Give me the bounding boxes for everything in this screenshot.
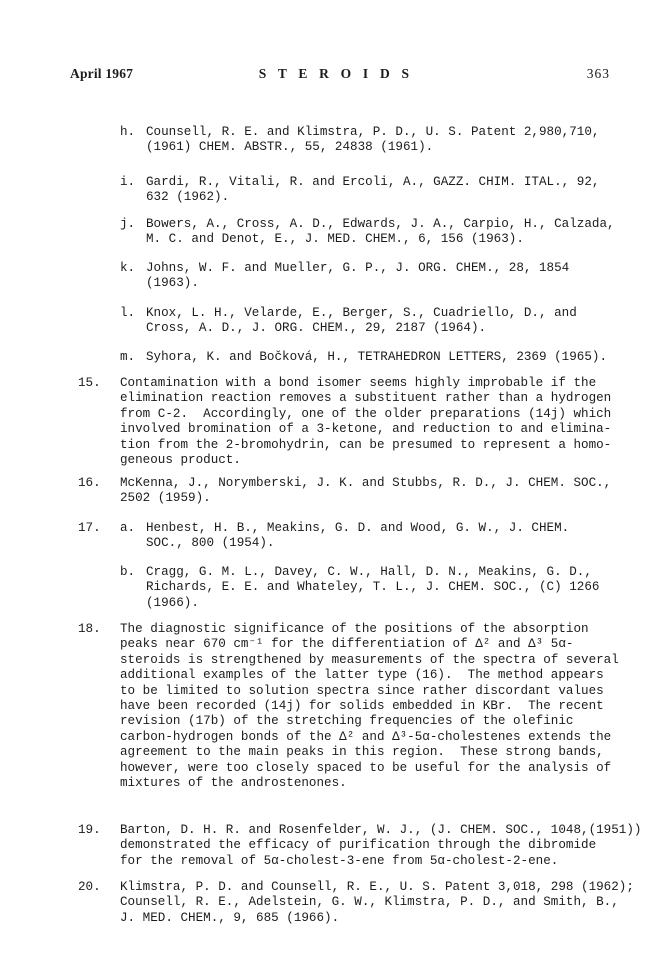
reference-text-line: additional examples of the latter type (16). The method appears — [120, 668, 604, 683]
reference-text-line: (1961) CHEM. ABSTR., 55, 24838 (1961). — [146, 140, 434, 155]
reference-text-line: (1966). — [146, 595, 199, 610]
reference-text-line: geneous product. — [120, 453, 241, 467]
reference-label: b. — [120, 565, 136, 579]
reference-label: 19. — [78, 823, 101, 837]
reference-text-line: to be limited to solution spectra since rather discordant values — [120, 683, 604, 698]
reference-text-line: Bowers, A., Cross, A. D., Edwards, J. A., Carpio, H., Calzada, — [146, 217, 615, 231]
reference-text-line: Contamination with a bond isomer seems highly improbable if the — [120, 376, 597, 390]
reference-text-line: however, were too closely spaced to be useful for the analysis of — [120, 760, 612, 775]
reference-text-line: J. MED. CHEM., 9, 685 (1966). — [120, 910, 340, 925]
header-page-number: 363 — [586, 66, 610, 81]
reference-text-line: Cross, A. D., J. ORG. CHEM., 29, 2187 (1964). — [146, 321, 487, 336]
reference-text-line: Counsell, R. E., Adelstein, G. W., Klimstra, P. D., and Smith, B., — [120, 895, 619, 910]
reference-text-line: Johns, W. F. and Mueller, G. P., J. ORG. CHEM., 28, 1854 — [146, 261, 570, 275]
reference-label: i. — [120, 175, 136, 189]
reference-text-line: SOC., 800 (1954). — [146, 536, 275, 551]
reference-label: 20. — [78, 880, 101, 894]
reference-text-line: The diagnostic significance of the positions of the absorption — [120, 622, 589, 636]
reference-label: 18. — [78, 622, 101, 636]
reference-text-line: 2502 (1959). — [120, 491, 211, 506]
reference-label: l. — [120, 306, 136, 320]
reference-text-line: carbon-hydrogen bonds of the Δ² and Δ³-5α-cholestenes extends the — [120, 729, 612, 744]
reference-text-line: steroids is strengthened by measurements of the spectra of several — [120, 652, 619, 667]
reference-text-line: Counsell, R. E. and Klimstra, P. D., U. S. Patent 2,980,710, — [146, 125, 600, 139]
reference-label: h. — [120, 125, 136, 139]
reference-text-line: revision (17b) of the stretching frequencies of the olefinic — [120, 714, 574, 729]
reference-text-line: Knox, L. H., Velarde, E., Berger, S., Cuadriello, D., and — [146, 306, 577, 320]
reference-text-line: agreement to the main peaks in this region. These strong bands, — [120, 745, 604, 760]
reference-text-line: McKenna, J., Norymberski, J. K. and Stubbs, R. D., J. CHEM. SOC., — [120, 476, 612, 490]
reference-text-line: 632 (1962). — [146, 190, 230, 205]
reference-text-line: peaks near 670 cm⁻¹ for the differentiation of Δ² and Δ³ 5α- — [120, 637, 574, 652]
header-journal-title: S T E R O I D S — [258, 66, 414, 81]
reference-text-line: Gardi, R., Vitali, R. and Ercoli, A., GAZZ. CHIM. ITAL., 92, — [146, 175, 600, 189]
reference-label: m. — [120, 350, 136, 364]
reference-text-line: Cragg, G. M. L., Davey, C. W., Hall, D. N., Meakins, G. D., — [146, 565, 592, 579]
reference-label: j. — [120, 217, 136, 231]
reference-text-line: Syhora, K. and Bočková, H., TETRAHEDRON LETTERS, 2369 (1965). — [146, 350, 608, 364]
running-header — [0, 66, 672, 86]
reference-text-line: Richards, E. E. and Whateley, T. L., J. CHEM. SOC., (C) 1266 — [146, 580, 600, 595]
reference-text-line: from C-2. Accordingly, one of the older preparations (14j) which — [120, 406, 612, 421]
reference-text-line: for the removal of 5α-cholest-3-ene from 5α-cholest-2-ene. — [120, 853, 559, 868]
reference-text-line: demonstrated the efficacy of purification through the dibromide — [120, 838, 597, 853]
reference-text-line: involved bromination of a 3-ketone, and reduction to and elimina- — [120, 422, 612, 437]
reference-label: 17. — [78, 521, 101, 535]
reference-text-line: Barton, D. H. R. and Rosenfelder, W. J., (J. CHEM. SOC., 1048,(1951)) — [120, 823, 642, 837]
reference-text-line: (1963). — [146, 276, 199, 291]
reference-text-line: have been recorded (14j) for solids embedded in KBr. The recent — [120, 699, 604, 713]
reference-label: 16. — [78, 476, 101, 490]
reference-text-line: Klimstra, P. D. and Counsell, R. E., U. S. Patent 3,018, 298 (1962); — [120, 880, 634, 894]
reference-text-line: tion from the 2-bromohydrin, can be presumed to represent a homo- — [120, 437, 612, 452]
reference-text-line: elimination reaction removes a substituent rather than a hydrogen — [120, 391, 612, 406]
reference-text-line: mixtures of the androstenones. — [120, 776, 347, 790]
reference-label: 15. — [78, 376, 101, 390]
reference-sublabel: a. — [120, 521, 136, 535]
reference-text-line: M. C. and Denot, E., J. MED. CHEM., 6, 156 (1963). — [146, 232, 524, 247]
reference-text-line: Henbest, H. B., Meakins, G. D. and Wood, G. W., J. CHEM. — [146, 521, 570, 535]
reference-label: k. — [120, 261, 136, 275]
header-date: April 1967 — [70, 66, 134, 81]
